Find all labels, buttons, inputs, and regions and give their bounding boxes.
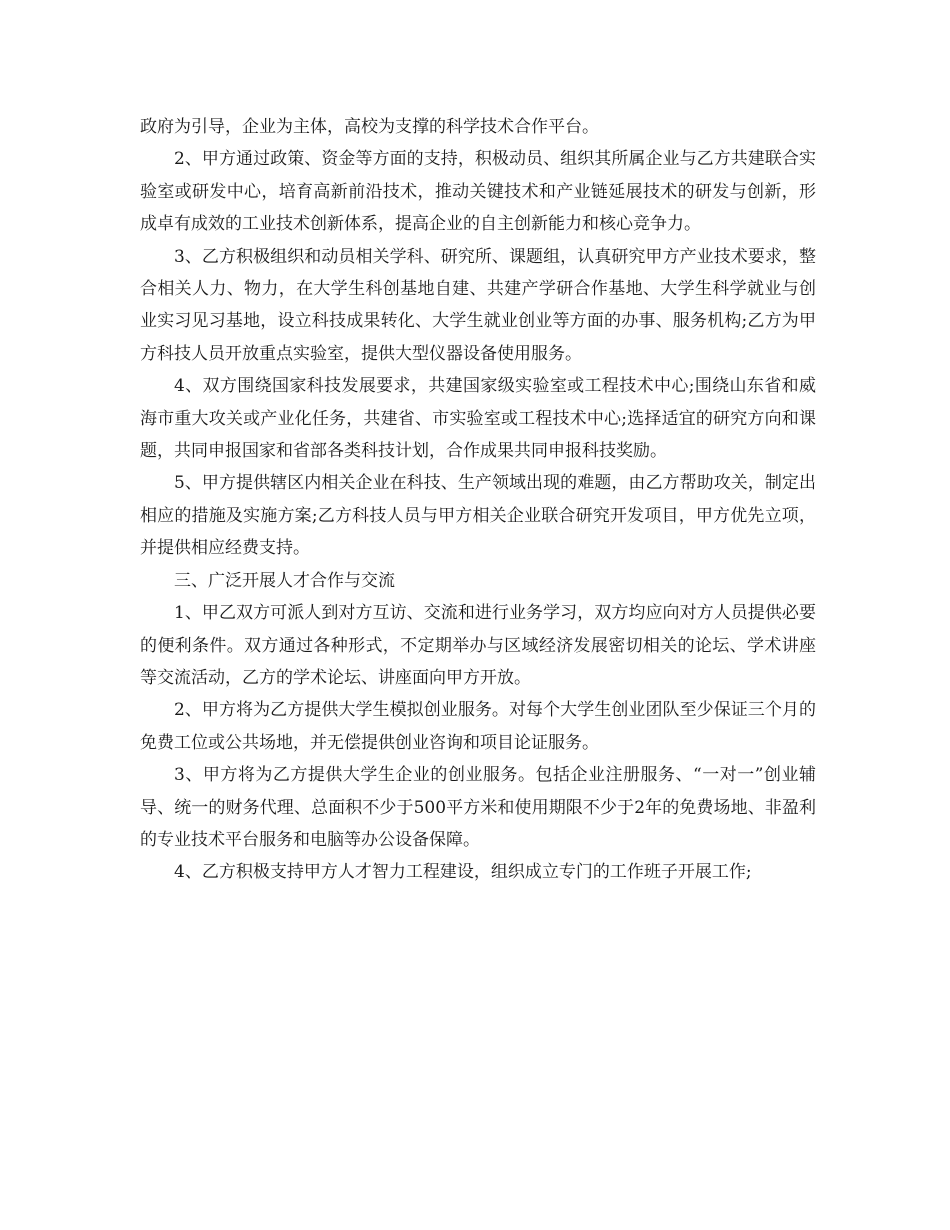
section-heading-3: 三、广泛开展人才合作与交流 xyxy=(174,570,395,591)
paragraph-item-3: 3、乙方积极组织和动员相关学科、研究所、课题组，认真研究甲方产业技术要求，整合相关人力、物力，在大学生科创基地自建、共建产学研合作基地、大学生科学就业与创业实习见习基地，设立科技成果转化、大学生就业创业等方面的办事、服务机构;乙方为甲方科技人员开放重点实验室，提供大型仪器设备使用服务。 xyxy=(140,246,816,364)
paragraph-item-5: 5、甲方提供辖区内相关企业在科技、生产领域出现的难题，由乙方帮助攻关，制定出相应的措施及实施方案;乙方科技人员与甲方相关企业联合研究开发项目，甲方优先立项，并提供相应经费支持。 xyxy=(140,473,816,559)
paragraph-section3-item-2: 2、甲方将为乙方提供大学生模拟创业服务。对每个大学生创业团队至少保证三个月的免费工位或公共场地，并无偿提供创业咨询和项目论证服务。 xyxy=(140,700,816,753)
paragraph-section3-item-3: 3、甲方将为乙方提供大学生企业的创业服务。包括企业注册服务、“一对一”创业辅导、统一的财务代理、总面积不少于500平方米和使用期限不少于2年的免费场地、非盈利的专业技术平台服务和电脑等办公设备保障。 xyxy=(140,765,816,850)
paragraph-continuation: 政府为引导，企业为主体，高校为支撑的科学技术合作平台。 xyxy=(140,117,599,137)
paragraph-section3-item-4: 4、乙方积极支持甲方人才智力工程建设，组织成立专门的工作班子开展工作; xyxy=(174,862,752,883)
document-body xyxy=(140,111,816,889)
paragraph-item-2: 2、甲方通过政策、资金等方面的支持，积极动员、组织其所属企业与乙方共建联合实验室或研发中心，培育高新前沿技术，推动关键技术和产业链延展技术的研发与创新，形成卓有成效的工业技术创新体系，提高企业的自主创新能力和核心竞争力。 xyxy=(140,149,816,235)
paragraph-section3-item-1: 1、甲乙双方可派人到对方互访、交流和进行业务学习，双方均应向对方人员提供必要的便利条件。双方通过各种形式，不定期举办与区域经济发展密切相关的论坛、学术讲座等交流活动，乙方的学术论坛、讲座面向甲方开放。 xyxy=(140,603,816,688)
paragraph-item-4: 4、双方围绕国家科技发展要求，共建国家级实验室或工程技术中心;围绕山东省和威海市重大攻关或产业化任务，共建省、市实验室或工程技术中心;选择适宜的研究方向和课题，共同申报国家和省部各类科技计划，合作成果共同申报科技奖励。 xyxy=(140,376,816,462)
